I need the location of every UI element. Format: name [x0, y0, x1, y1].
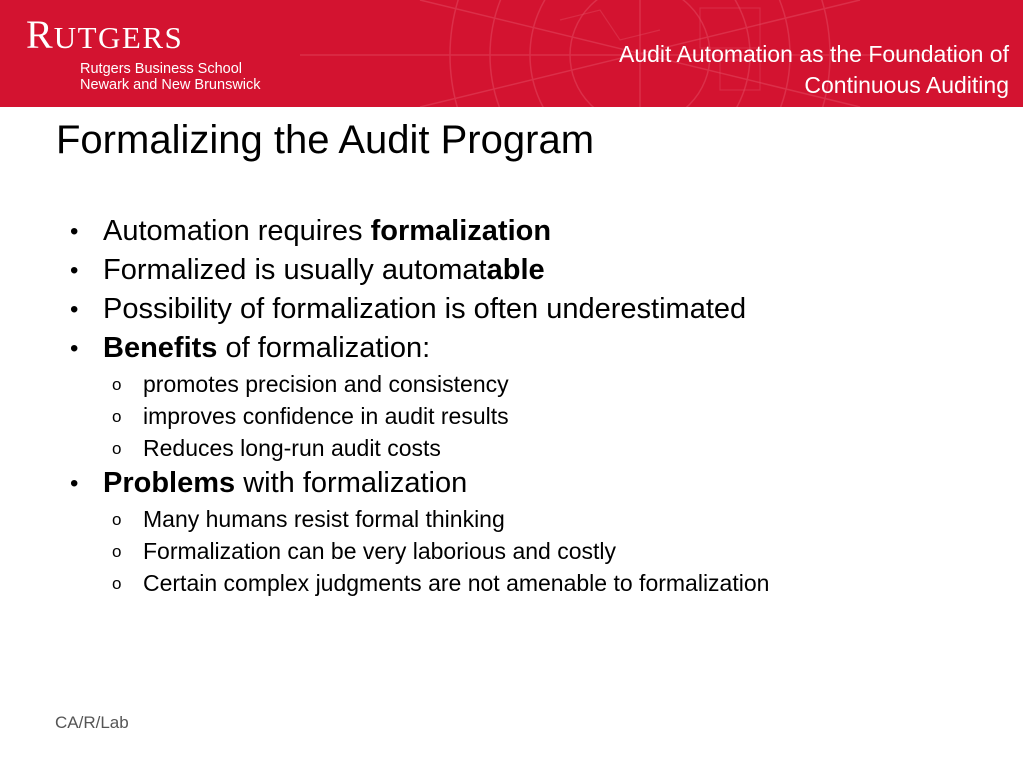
rutgers-logo — [26, 10, 296, 100]
sub-bullet-item — [0, 432, 1023, 464]
header-banner — [0, 0, 1023, 107]
bullet-item-problems — [0, 464, 1023, 503]
bullet-text: Possibility of formalization is often underestimated — [103, 293, 747, 325]
bullet-text: Benefits of formalization: — [103, 332, 431, 364]
logo-school-line1: Rutgers Business School — [80, 61, 242, 77]
bullet-marker: • — [70, 470, 79, 497]
sub-bullet-marker: o — [112, 439, 122, 458]
footer-label: CA/R/Lab — [55, 713, 129, 732]
sub-bullet-marker: o — [112, 574, 122, 593]
bullet-text: Problems with formalization — [103, 467, 468, 499]
header-title — [449, 39, 1009, 101]
bullet-text: Formalized is usually automatable — [103, 254, 545, 286]
sub-bullet-item — [0, 400, 1023, 432]
page-title: Formalizing the Audit Program — [56, 118, 595, 162]
bullet-item — [0, 212, 1023, 251]
bullet-list — [0, 212, 1023, 599]
sub-bullet-item — [0, 503, 1023, 535]
sub-bullet-marker: o — [112, 407, 122, 426]
sub-bullet-marker: o — [112, 375, 122, 394]
sub-bullet-text: Many humans resist formal thinking — [143, 506, 505, 532]
bullet-item-benefits — [0, 329, 1023, 368]
sub-bullet-text: Reduces long-run audit costs — [143, 435, 441, 461]
sub-bullet-item — [0, 368, 1023, 400]
sub-bullet-text: promotes precision and consistency — [143, 371, 509, 397]
bullet-text: Automation requires formalization — [103, 215, 552, 247]
sub-bullet-text: improves confidence in audit results — [143, 403, 509, 429]
logo-school-line2: Newark and New Brunswick — [80, 77, 261, 93]
bullet-marker: • — [70, 257, 79, 284]
sub-bullet-item — [0, 567, 1023, 599]
bullet-marker: • — [70, 218, 79, 245]
header-title-line2: Continuous Auditing — [804, 72, 1009, 98]
sub-bullet-item — [0, 535, 1023, 567]
bullet-item — [0, 251, 1023, 290]
sub-bullet-marker: o — [112, 510, 122, 529]
logo-wordmark: RUTGERS — [26, 12, 184, 57]
bullet-marker: • — [70, 335, 79, 362]
sub-bullet-text: Formalization can be very laborious and costly — [143, 538, 617, 564]
bullet-marker: • — [70, 296, 79, 323]
bullet-item — [0, 290, 1023, 329]
sub-bullet-marker: o — [112, 542, 122, 561]
sub-bullet-text: Certain complex judgments are not amenable to formalization — [143, 570, 770, 596]
header-title-line1: Audit Automation as the Foundation of — [619, 41, 1009, 67]
